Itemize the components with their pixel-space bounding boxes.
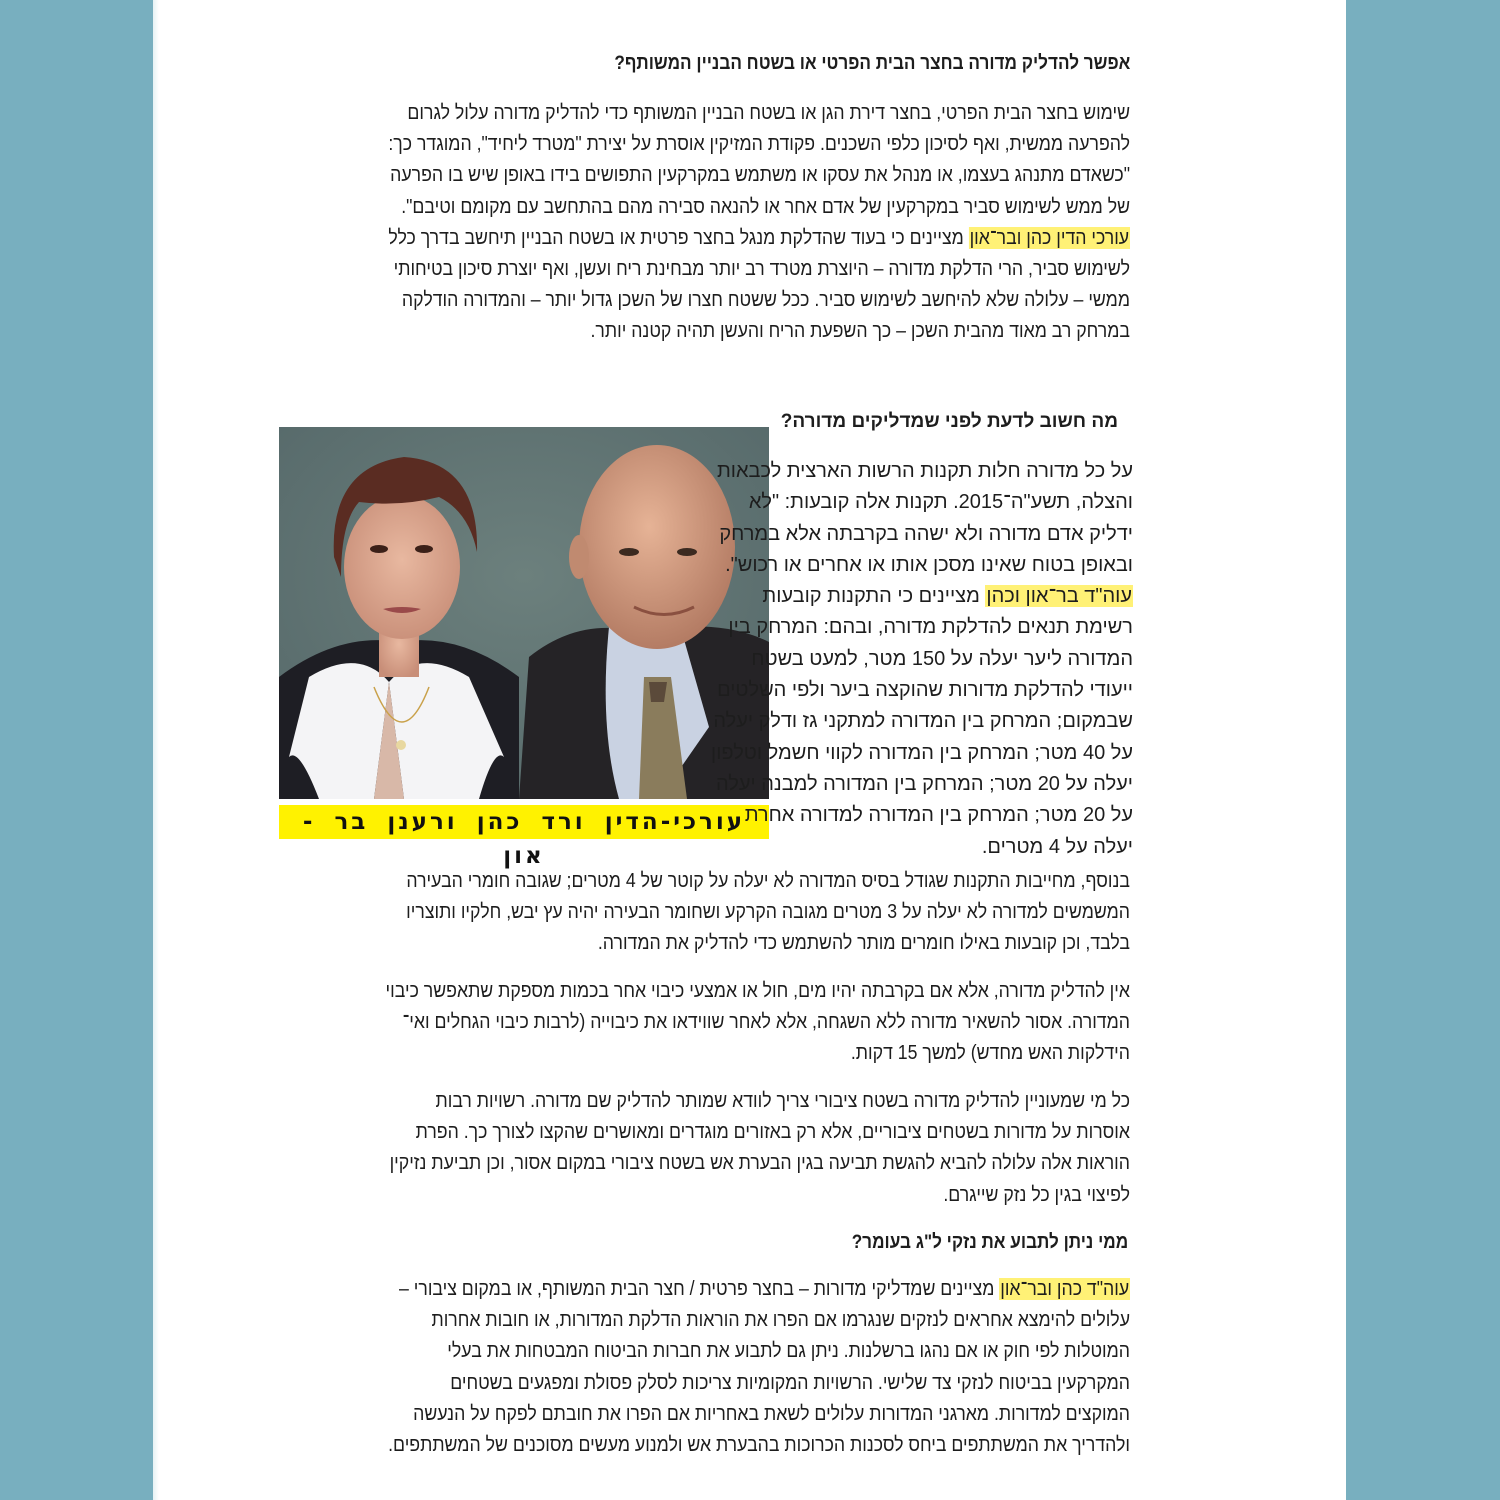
text-line: רשימת תנאים להדלקת מדורה, ובהם: המרחק בין: [728, 616, 1133, 639]
text-line: על כל מדורה חלות תקנות הרשות הארצית לכבאות: [716, 460, 1133, 482]
text-fragment: מציינים כי התקנות קובעות: [762, 585, 986, 608]
text-line: המוטלות לפי חוק או אם נהגו ברשלנות. ניתן גם לתבוע את חברות הביטוח המבטחות את בעלי: [447, 1340, 1131, 1363]
paragraph-public-areas: [236, 1086, 1130, 1211]
text-line: על 40 מטר; המרחק בין המדורה לקווי חשמל וטלפון: [711, 741, 1133, 764]
text-line: בנוסף, מחייבות התקנות שגודל בסיס המדורה לא יעלה על קוטר של 4 מטרים; שגובה חומרי הבעירה: [406, 870, 1130, 892]
text-line: שבמקום; המרחק בין המדורה למתקני גז ודלק יעלה: [713, 710, 1133, 733]
text-line: המוקצים למדורות. מארגני המדורות עלולים לשאת באחריות אם הפרו את חובתם לפקח על הנעשה: [413, 1402, 1130, 1425]
text-line: לשימוש סביר, הרי הדלקת מדורה – היוצרת מטרד רב יותר מבחינת ריח ועשן, ואף יוצרת סיכון בטיחותי: [393, 258, 1130, 281]
text-line: ובאופן בטוח שאינו מסכן אותו או אחרים או רכוש".: [725, 553, 1133, 576]
text-line: של ממש לשימוש סביר במקרקעין של אדם אחר או להנאה סבירה מהם בהתחשב עם מקומם וטיבם".: [401, 195, 1130, 218]
text-line: במרחק רב מאוד מהבית השכן – כך השפעת הריח והעשן תהיה קטנה יותר.: [590, 320, 1130, 343]
text-line: [236, 1274, 1130, 1305]
section-heading-private-yard: אפשר להדליק מדורה בחצר הבית הפרטי או בשטח הבניין המשותף?: [613, 52, 1130, 74]
paragraph-regulations: [638, 456, 1133, 863]
text-line: עלולים להימצא אחראים לנזקים שנגרמו אם הפרו את הוראות הדלקת המדורות, או חובות אחרות: [431, 1309, 1130, 1332]
text-line: אין להדליק מדורה, אלא אם בקרבתה יהיו מים, חול או אמצעי כיבוי אחר בכמות מספקת שתאפשר כיבוי: [385, 980, 1130, 1002]
text-line: והצלה, תשע"ה־2015. תקנות אלה קובעות: "לא: [748, 491, 1133, 514]
highlighted-lawyers-name: עורכי הדין כהן ובר־און: [969, 226, 1130, 249]
text-line: יעלה על 20 מטר; המרחק בין המדורה למבנה יעלה: [715, 772, 1133, 795]
text-line: יעלה על 4 מטרים.: [981, 835, 1133, 858]
highlighted-lawyers-name: עוה"ד כהן ובר־און: [1000, 1278, 1130, 1300]
paragraph-liability: [236, 1274, 1130, 1461]
text-fragment: מציינים כי בעוד שהדלקת מנגל בחצר פרטית או בשטח הבניין תיחשב בדרך כלל: [388, 226, 969, 249]
text-line: [236, 223, 1130, 254]
text-line: המשמשים למדורה לא יעלה על 3 מטרים מגובה הקרקע ושחומר הבעירה יהיה עץ יבש, חלקיו ותוצריו: [406, 901, 1130, 924]
paragraph-private-yard: [236, 98, 1130, 348]
text-line: בלבד, וכן קובעות באילו חומרים מותר להשתמש כדי להדליק את המדורה.: [597, 932, 1130, 955]
text-line: המדורה. אסור להשאיר מדורה ללא השגחה, אלא לאחר שווידאו את כיבוייה (לרבות כיבוי הגחלים ואי־: [402, 1011, 1130, 1034]
text-line: שימוש בחצר הבית הפרטי, בחצר דירת הגן או בשטח הבניין המשותף כדי להדליק מדורה עלול לגרום: [407, 102, 1130, 124]
text-line: [638, 581, 1133, 612]
section-heading-what-to-know: מה חשוב לדעת לפני שמדליקים מדורה?: [780, 411, 1118, 432]
text-line: על 20 מטר; המרחק בין המדורה למדורה אחרת: [744, 804, 1133, 827]
text-line: הידלקות האש מחדש) למשך 15 דקות.: [850, 1042, 1130, 1065]
text-line: ולהדריך את המשתתפים ביחס לסכנות הכרוכות בהבערת אש ולמנוע מעשים מסוכנים של המשתתפים.: [388, 1434, 1130, 1457]
text-line: לפיצוי בגין כל נזק שייגרם.: [943, 1183, 1130, 1206]
paragraph-fuel-rules: [236, 866, 1130, 960]
text-line: כל מי שמעוניין להדליק מדורה בשטח ציבורי צריך לוודא שמותר להדליק שם מדורה. רשויות רבות: [435, 1090, 1130, 1112]
photo-caption: עורכי-הדין ורד כהן ורענן בר - און: [279, 805, 769, 839]
text-line: ייעודי להדלקת מדורות שהוקצה ביער ולפי השלטים: [717, 679, 1133, 702]
text-line: להפרעה ממשית, ואף לסיכון כלפי השכנים. פקודת המזיקין אוסרת על יצירת "מטרד ליחיד", המוגדר כך:: [388, 133, 1130, 156]
paragraph-extinguishing: [236, 976, 1130, 1070]
highlighted-lawyers-name: עוה"ד בר־און וכהן: [986, 585, 1132, 608]
text-line: המדורה ליער יעלה על 150 מטר, למעט בשטח: [751, 647, 1133, 670]
text-line: "כשאדם מתנהג בעצמו, או מנהל את עסקו או משתמש במקרקעין התפושים בידו באופן שיש בו הפרעה: [390, 164, 1130, 187]
text-line: אוסרות על מדורות בשטחים ציבוריים, אלא רק באזורים מוגדרים ומאושרים שהקצו לצורך כך. הפרת: [415, 1121, 1130, 1144]
text-fragment: מציינים שמדליקי מדורות – בחצר פרטית / חצר הבית המשותף, או במקום ציבורי –: [399, 1278, 1000, 1300]
text-line: ידליק אדם מדורה ולא ישהה בקרבתה אלא במרחק: [719, 522, 1133, 545]
section-heading-who-to-sue: ממי ניתן לתבוע את נזקי ל"ג בעומר?: [851, 1231, 1128, 1253]
text-line: ממשי – עלולה שלא להיחשב לשימוש סביר. ככל ששטח חצרו של השכן גדול יותר – והמדורה הודלקה: [401, 289, 1131, 312]
text-line: הוראות אלה עלולה להביא להגשת תביעה בגין הבערת אש בשטח ציבורי במקום אסור, וכן תביעת נזיקין: [389, 1152, 1130, 1175]
text-line: המקרקעין בביטוח לנזקי צד שלישי. הרשויות המקומיות צריכות לסלק פסולת ומפגעים בשטחים: [450, 1371, 1130, 1394]
document-page: [153, 0, 1346, 1500]
